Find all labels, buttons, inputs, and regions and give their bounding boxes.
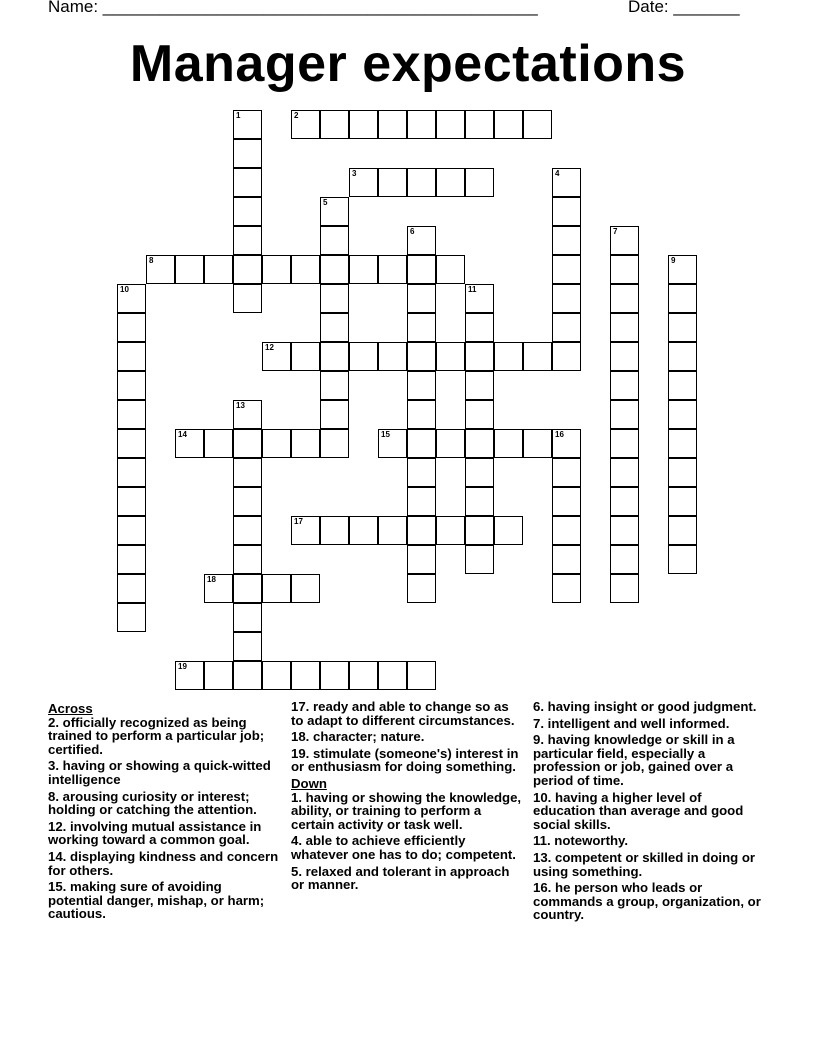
grid-cell[interactable]	[233, 574, 262, 603]
grid-cell[interactable]	[320, 197, 349, 226]
grid-cell[interactable]	[291, 661, 320, 690]
clues-column-2	[291, 700, 523, 895]
down-clue	[533, 733, 765, 787]
clue-number: 14.	[48, 848, 67, 864]
clue-number: 11.	[533, 833, 551, 849]
clue-text: character; nature.	[313, 729, 425, 745]
grid-cell[interactable]	[494, 429, 523, 458]
grid-cell[interactable]	[436, 255, 465, 284]
grid-cell[interactable]	[668, 255, 697, 284]
grid-cell[interactable]	[146, 255, 175, 284]
clue-number-label: 7	[613, 227, 618, 236]
grid-cell[interactable]	[610, 545, 639, 574]
clue-number-label: 16	[555, 430, 564, 439]
grid-cell[interactable]	[552, 574, 581, 603]
grid-cell[interactable]	[668, 458, 697, 487]
grid-cell[interactable]	[407, 255, 436, 284]
grid-cell[interactable]	[117, 429, 146, 458]
clue-number: 5.	[291, 863, 302, 879]
grid-cell[interactable]	[349, 110, 378, 139]
clue-number: 1.	[291, 789, 302, 805]
clue-text: intelligent and well informed.	[547, 715, 730, 731]
across-clue	[48, 880, 280, 921]
down-clue	[291, 791, 523, 832]
grid-cell[interactable]	[262, 429, 291, 458]
across-heading: Across	[48, 701, 93, 716]
grid-cell[interactable]	[407, 516, 436, 545]
grid-cell[interactable]	[552, 284, 581, 313]
grid-cell[interactable]	[610, 313, 639, 342]
grid-cell[interactable]	[233, 110, 262, 139]
grid-cell[interactable]	[349, 342, 378, 371]
clue-number-label: 19	[178, 662, 187, 671]
grid-cell[interactable]	[407, 284, 436, 313]
grid-cell[interactable]	[233, 226, 262, 255]
grid-cell[interactable]	[204, 661, 233, 690]
grid-cell[interactable]	[320, 284, 349, 313]
grid-cell[interactable]	[378, 110, 407, 139]
grid-cell[interactable]	[233, 487, 262, 516]
down-clue	[533, 881, 765, 922]
grid-cell[interactable]	[610, 255, 639, 284]
grid-cell[interactable]	[407, 400, 436, 429]
across-clue	[48, 850, 280, 877]
clue-number: 19.	[291, 745, 310, 761]
grid-cell[interactable]	[465, 400, 494, 429]
clue-text: stimulate (someone's) interest in or enthusiasm for doing something.	[291, 745, 519, 775]
across-clue	[291, 747, 523, 774]
grid-cell[interactable]	[117, 545, 146, 574]
grid-cell[interactable]	[494, 342, 523, 371]
clue-text: he person who leads or commands a group, organization, or country.	[533, 880, 761, 923]
grid-cell[interactable]	[291, 429, 320, 458]
grid-cell[interactable]	[117, 342, 146, 371]
grid-cell[interactable]	[320, 342, 349, 371]
grid-cell[interactable]	[552, 516, 581, 545]
clue-number: 18.	[291, 729, 310, 745]
grid-cell[interactable]	[436, 342, 465, 371]
clue-number: 12.	[48, 818, 67, 834]
clue-text: having or showing the knowledge, ability, or training to perform a certain activity or task well.	[291, 789, 522, 832]
clue-number: 4.	[291, 833, 302, 849]
grid-cell[interactable]	[378, 255, 407, 284]
down-heading: Down	[291, 775, 327, 791]
grid-cell[interactable]	[465, 429, 494, 458]
grid-cell[interactable]	[320, 110, 349, 139]
clue-number: 10.	[533, 789, 552, 805]
grid-cell[interactable]	[378, 661, 407, 690]
clues-column-1	[48, 700, 280, 924]
grid-cell[interactable]	[407, 342, 436, 371]
grid-cell[interactable]	[407, 574, 436, 603]
clue-number: 16.	[533, 880, 552, 896]
grid-cell[interactable]	[291, 342, 320, 371]
grid-cell[interactable]	[233, 545, 262, 574]
down-clue	[533, 717, 765, 731]
grid-cell[interactable]	[117, 313, 146, 342]
page-title: Manager expectations	[129, 35, 687, 93]
grid-cell[interactable]	[378, 516, 407, 545]
grid-cell[interactable]	[233, 168, 262, 197]
grid-cell[interactable]	[668, 342, 697, 371]
clues-column-3	[533, 700, 765, 925]
grid-cell[interactable]	[233, 458, 262, 487]
grid-cell[interactable]	[175, 661, 204, 690]
clue-number-label: 8	[149, 256, 154, 265]
grid-cell[interactable]	[233, 255, 262, 284]
grid-cell[interactable]	[407, 371, 436, 400]
grid-cell[interactable]	[320, 661, 349, 690]
clue-number: 2.	[48, 714, 59, 730]
grid-cell[interactable]	[117, 516, 146, 545]
clue-number: 13.	[533, 849, 552, 865]
across-clue	[291, 700, 523, 727]
clue-text: relaxed and tolerant in approach or manner.	[291, 863, 510, 893]
grid-cell[interactable]	[407, 110, 436, 139]
clue-text: officially recognized as being trained to perform a particular job; certified.	[48, 714, 265, 757]
grid-cell[interactable]	[436, 110, 465, 139]
grid-cell[interactable]	[465, 545, 494, 574]
grid-cell[interactable]	[610, 458, 639, 487]
clue-text: having knowledge or skill in a particular field, especially a profession or job, gained over a period of time.	[533, 732, 735, 788]
clue-text: making sure of avoiding potential danger, mishap, or harm; cautious.	[48, 879, 265, 922]
clue-number: 3.	[48, 758, 59, 774]
clue-number-label: 14	[178, 430, 187, 439]
grid-cell[interactable]	[436, 429, 465, 458]
grid-cell[interactable]	[291, 110, 320, 139]
clue-number: 6.	[533, 699, 544, 714]
grid-cell[interactable]	[320, 313, 349, 342]
clue-number-label: 3	[352, 169, 357, 178]
grid-cell[interactable]	[320, 226, 349, 255]
grid-cell[interactable]	[465, 313, 494, 342]
grid-cell[interactable]	[668, 313, 697, 342]
clue-number-label: 18	[207, 575, 216, 584]
grid-cell[interactable]	[668, 284, 697, 313]
down-clue	[533, 834, 765, 848]
down-clue	[533, 851, 765, 878]
grid-cell[interactable]	[610, 574, 639, 603]
clue-number-label: 17	[294, 517, 303, 526]
grid-cell[interactable]	[552, 255, 581, 284]
grid-cell[interactable]	[204, 255, 233, 284]
grid-cell[interactable]	[378, 429, 407, 458]
across-clue	[291, 730, 523, 744]
grid-cell[interactable]	[552, 342, 581, 371]
grid-cell[interactable]	[262, 661, 291, 690]
grid-cell[interactable]	[668, 487, 697, 516]
grid-cell[interactable]	[349, 255, 378, 284]
grid-cell[interactable]	[291, 255, 320, 284]
grid-cell[interactable]	[523, 342, 552, 371]
clue-text: displaying kindness and concern for others.	[48, 848, 279, 878]
grid-cell[interactable]	[465, 458, 494, 487]
grid-cell[interactable]	[233, 632, 262, 661]
grid-cell[interactable]	[233, 661, 262, 690]
grid-cell[interactable]	[262, 255, 291, 284]
grid-cell[interactable]	[552, 168, 581, 197]
clue-number-label: 6	[410, 227, 415, 236]
down-clue	[291, 834, 523, 861]
grid-cell[interactable]	[117, 371, 146, 400]
clue-number: 8.	[48, 788, 59, 804]
grid-cell[interactable]	[465, 284, 494, 313]
grid-cell[interactable]	[523, 429, 552, 458]
grid-cell[interactable]	[668, 516, 697, 545]
clue-number-label: 2	[294, 111, 299, 120]
grid-cell[interactable]	[378, 168, 407, 197]
clue-number: 9.	[533, 732, 544, 748]
grid-cell[interactable]	[407, 545, 436, 574]
grid-cell[interactable]	[552, 545, 581, 574]
clue-text: noteworthy.	[554, 833, 629, 849]
grid-cell[interactable]	[407, 429, 436, 458]
grid-cell[interactable]	[175, 429, 204, 458]
clue-text: arousing curiosity or interest; holding or catching the attention.	[48, 788, 257, 818]
grid-cell[interactable]	[494, 110, 523, 139]
grid-cell[interactable]	[262, 574, 291, 603]
grid-cell[interactable]	[610, 400, 639, 429]
clue-text: competent or skilled in doing or using something.	[533, 849, 756, 879]
clue-number: 7.	[533, 715, 544, 731]
grid-cell[interactable]	[668, 371, 697, 400]
across-clue	[48, 790, 280, 817]
grid-cell[interactable]	[494, 516, 523, 545]
clue-number-label: 9	[671, 256, 676, 265]
grid-cell[interactable]	[668, 545, 697, 574]
grid-cell[interactable]	[117, 487, 146, 516]
grid-cell[interactable]	[610, 226, 639, 255]
grid-cell[interactable]	[610, 487, 639, 516]
grid-cell[interactable]	[552, 458, 581, 487]
clue-text: having or showing a quick-witted intelligence	[48, 758, 271, 787]
grid-cell[interactable]	[407, 458, 436, 487]
grid-cell[interactable]	[610, 342, 639, 371]
clue-number-label: 1	[236, 111, 241, 120]
clue-text: ready and able to change so as to adapt to different circumstances.	[291, 699, 515, 728]
grid-cell[interactable]	[320, 400, 349, 429]
date-field: Date: _______	[628, 0, 740, 16]
grid-cell[interactable]	[407, 168, 436, 197]
grid-cell[interactable]	[610, 516, 639, 545]
clue-number-label: 11	[468, 285, 477, 294]
grid-cell[interactable]	[349, 516, 378, 545]
across-clue	[48, 820, 280, 847]
grid-cell[interactable]	[407, 226, 436, 255]
grid-cell[interactable]	[668, 429, 697, 458]
grid-cell[interactable]	[233, 197, 262, 226]
clue-number: 17.	[291, 699, 310, 714]
grid-cell[interactable]	[233, 139, 262, 168]
clue-text: having insight or good judgment.	[547, 699, 757, 714]
down-clue	[291, 865, 523, 892]
grid-cell[interactable]	[233, 516, 262, 545]
grid-cell[interactable]	[233, 429, 262, 458]
grid-cell[interactable]	[117, 284, 146, 313]
grid-cell[interactable]	[465, 168, 494, 197]
across-clue	[48, 759, 280, 786]
clue-number-label: 5	[323, 198, 328, 207]
grid-cell[interactable]	[407, 661, 436, 690]
grid-cell[interactable]	[465, 110, 494, 139]
grid-cell[interactable]	[291, 574, 320, 603]
grid-cell[interactable]	[175, 255, 204, 284]
grid-cell[interactable]	[436, 168, 465, 197]
grid-cell[interactable]	[610, 284, 639, 313]
grid-cell[interactable]	[233, 603, 262, 632]
grid-cell[interactable]	[610, 429, 639, 458]
grid-cell[interactable]	[262, 342, 291, 371]
grid-cell[interactable]	[117, 603, 146, 632]
grid-cell[interactable]	[204, 429, 233, 458]
clue-number-label: 12	[265, 343, 274, 352]
grid-cell[interactable]	[117, 400, 146, 429]
clue-number-label: 4	[555, 169, 560, 178]
grid-cell[interactable]	[320, 371, 349, 400]
grid-cell[interactable]	[320, 516, 349, 545]
grid-cell[interactable]	[552, 197, 581, 226]
grid-cell[interactable]	[552, 226, 581, 255]
grid-cell[interactable]	[378, 342, 407, 371]
grid-cell[interactable]	[349, 168, 378, 197]
grid-cell[interactable]	[117, 458, 146, 487]
grid-cell[interactable]	[552, 487, 581, 516]
grid-cell[interactable]	[320, 429, 349, 458]
grid-cell[interactable]	[233, 284, 262, 313]
clue-text: able to achieve efficiently whatever one has to do; competent.	[291, 833, 516, 862]
clue-number: 15.	[48, 879, 67, 895]
grid-cell[interactable]	[349, 661, 378, 690]
grid-cell[interactable]	[465, 342, 494, 371]
grid-cell[interactable]	[465, 371, 494, 400]
grid-cell[interactable]	[668, 400, 697, 429]
across-clue	[48, 716, 280, 757]
grid-cell[interactable]	[610, 371, 639, 400]
grid-cell[interactable]	[117, 574, 146, 603]
grid-cell[interactable]	[523, 110, 552, 139]
grid-cell[interactable]	[436, 516, 465, 545]
down-clue	[533, 700, 765, 714]
grid-cell[interactable]	[407, 313, 436, 342]
grid-cell[interactable]	[552, 313, 581, 342]
grid-cell[interactable]	[465, 516, 494, 545]
name-field: Name: ______________________________________________	[48, 0, 538, 16]
grid-cell[interactable]	[465, 487, 494, 516]
clue-text: involving mutual assistance in working toward a common goal.	[48, 818, 262, 848]
grid-cell[interactable]	[407, 487, 436, 516]
grid-cell[interactable]	[552, 429, 581, 458]
clue-number-label: 13	[236, 401, 245, 410]
grid-cell[interactable]	[233, 400, 262, 429]
grid-cell[interactable]	[291, 516, 320, 545]
clue-number-label: 15	[381, 430, 390, 439]
down-clue	[533, 791, 765, 832]
grid-cell[interactable]	[204, 574, 233, 603]
grid-cell[interactable]	[320, 255, 349, 284]
clue-number-label: 10	[120, 285, 129, 294]
clue-text: having a higher level of education than average and good social skills.	[533, 789, 744, 832]
